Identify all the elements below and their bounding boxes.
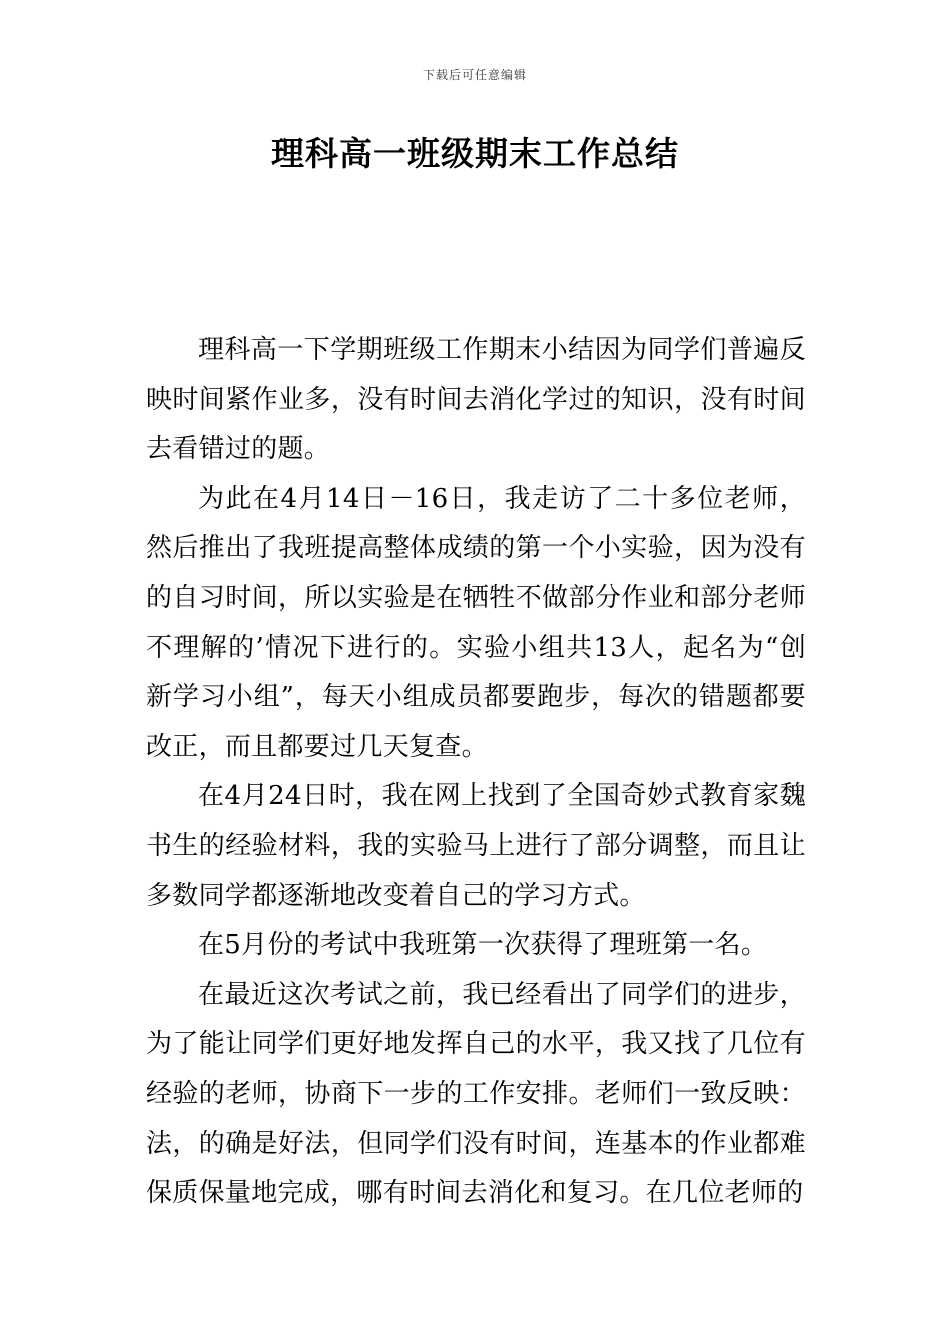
header-note: 下载后可任意编辑 — [422, 68, 527, 82]
paragraph: 理科高一下学期班级工作期末小结因为同学们普遍反映时间紧作业多，没有时间去消化学过的知识，没有时间去看错过的题。 — [146, 335, 806, 465]
paragraph: 在4月24日时，我在网上找到了全国奇妙式教育家魏书生的经验材料，我的实验马上进行了部分调整，而且让多数同学都逐渐地改变着自己的学习方式。 — [146, 781, 806, 911]
paragraph: 在5月份的考试中我班第一次获得了理班第一名。 — [198, 930, 768, 961]
document-body — [146, 326, 806, 1219]
paragraph: 在最近这次考试之前，我已经看出了同学们的进步，为了能让同学们更好地发挥自己的水平，我又找了几位有经验的老师，协商下一步的工作安排。老师们一致反映：法，的确是好法，但同学们没有时间，连基本的作业都难保质保量地完成，哪有时间去消化和复习。在几位老师的 — [146, 979, 806, 1209]
paragraph: 为此在4月14日－16日，我走访了二十多位老师，然后推出了我班提高整体成绩的第一个小实验，因为没有的自习时间，所以实验是在牺牲不做部分作业和部分老师不理解的’情况下进行的。实验小组共13人，起名为“创新学习小组”，每天小组成员都要跑步，每次的错题都要改正，而且都要过几天复查。 — [146, 483, 806, 762]
document-title: 理科高一班级期末工作总结 — [271, 134, 679, 173]
